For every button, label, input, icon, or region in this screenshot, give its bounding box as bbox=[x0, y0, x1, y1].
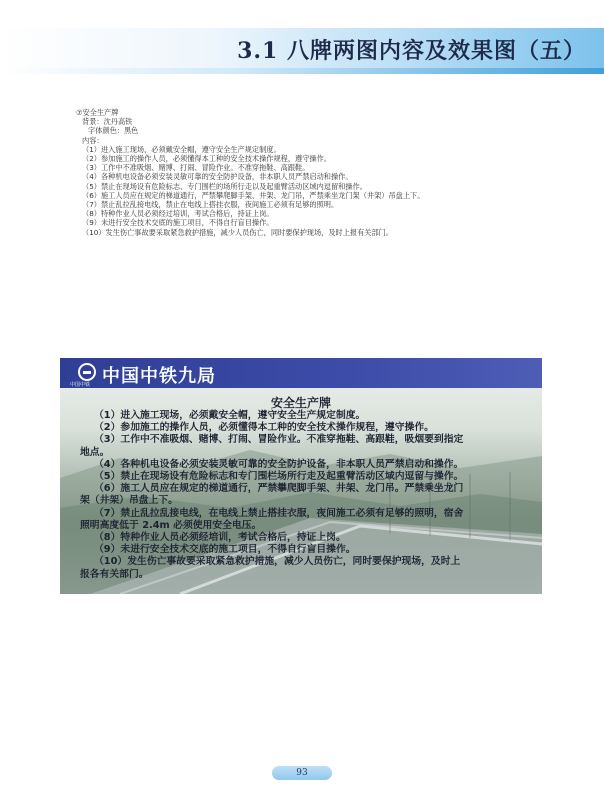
page-title: 3.1 八牌两图内容及效果图（五） bbox=[237, 38, 586, 64]
sign-heading: 安全生产牌 bbox=[270, 396, 331, 410]
sign-line: 地点。 bbox=[80, 446, 110, 458]
description-block bbox=[76, 108, 576, 237]
content-label: 内容： bbox=[82, 135, 104, 145]
sign-line: （10）发生伤亡事故要采取紧急救护措施，减少人员伤亡，同时要保护现场，及时上 bbox=[94, 556, 461, 568]
content-line: （4）各种机电设备必须安装灵敏可靠的安全防护设备，非本职人员严禁启动和操作。 bbox=[82, 172, 353, 182]
company-name: 中国中铁九局 bbox=[102, 366, 216, 387]
page-number: 93 bbox=[272, 766, 332, 780]
sign-line: （7）禁止乱拉乱接电线，在电线上禁止搭挂衣服，夜间施工必须有足够的照明，宿舍 bbox=[94, 507, 464, 519]
crec-logo-icon bbox=[78, 363, 96, 381]
content-line: （9）未进行安全技术交底的施工项目，不得自行盲目操作。 bbox=[82, 218, 274, 228]
sign-line: （3）工作中不准吸烟、赌博、打闹、冒险作业。不准穿拖鞋、高跟鞋，吸烟要到指定 bbox=[94, 434, 464, 446]
item-title: ⑦安全生产牌 bbox=[76, 108, 119, 117]
header-stripe bbox=[0, 68, 604, 74]
sign-line: （8）特种作业人员必须经培训，考试合格后，持证上岗。 bbox=[94, 532, 346, 544]
content-line: （8）特种作业人员必须经过培训，考试合格后，持证上岗。 bbox=[82, 209, 274, 219]
background-line: 背景：沈丹高铁 bbox=[82, 117, 133, 127]
safety-sign-panel bbox=[60, 358, 542, 594]
sign-line: （5）禁止在现场设有危险标志和专门围栏场所行走及起重臂活动区域内逗留与操作。 bbox=[94, 471, 464, 483]
sign-line: （4）各种机电设备必须安装灵敏可靠的安全防护设备，非本职人员严禁启动和操作。 bbox=[94, 458, 464, 470]
content-line: （5）禁止在现场设有危险标志、专门围栏的场所行走以及起重臂活动区域内逗留和操作。 bbox=[82, 181, 367, 191]
logo-caption: 中国中铁 bbox=[70, 382, 91, 388]
sign-line: 照明高度低于 2.4m 必须使用安全电压。 bbox=[80, 519, 262, 531]
sign-line: （2）参加施工的操作人员，必须懂得本工种的安全技术操作规程，遵守操作。 bbox=[94, 422, 434, 434]
sign-line: 架（井架）吊盘上下。 bbox=[80, 495, 178, 507]
content-line: （6）施工人员应在规定的梯道通行，严禁攀爬脚手架、井架、龙门吊，严禁乘坐龙门架（井架）吊盘上下。 bbox=[82, 190, 425, 200]
sign-line: （9）未进行安全技术交底的施工项目，不得自行盲目操作。 bbox=[94, 544, 356, 556]
content-line: （2）参加施工的操作人员，必须懂得本工种的安全技术操作规程，遵守操作。 bbox=[82, 154, 331, 164]
sign-banner bbox=[60, 358, 542, 388]
sign-line: （6）施工人员应在规定的梯道通行，严禁攀爬脚手架、井架、龙门吊。严禁乘坐龙门 bbox=[94, 483, 464, 495]
content-line: （3）工作中不准吸烟、赌博、打闹、冒险作业。不准穿拖鞋、高跟鞋。 bbox=[82, 163, 310, 173]
sign-body bbox=[80, 410, 526, 581]
sign-line: 报各有关部门。 bbox=[80, 568, 149, 580]
content-line: （7）禁止乱拉乱接电线，禁止在电线上搭挂衣服，夜间施工必须有足够的照明。 bbox=[82, 200, 339, 210]
content-line: （1）进入施工现场，必须戴安全帽，遵守安全生产规定制度。 bbox=[82, 144, 281, 154]
content-line: （10）发生伤亡事故要采取紧急救护措施，减少人员伤亡，同时要保护现场，及时上报有关部门。 bbox=[82, 227, 394, 237]
font-color-line: 字体颜色：黑色 bbox=[88, 126, 139, 136]
sign-line: （1）进入施工现场，必须戴安全帽，遵守安全生产规定制度。 bbox=[94, 410, 366, 421]
